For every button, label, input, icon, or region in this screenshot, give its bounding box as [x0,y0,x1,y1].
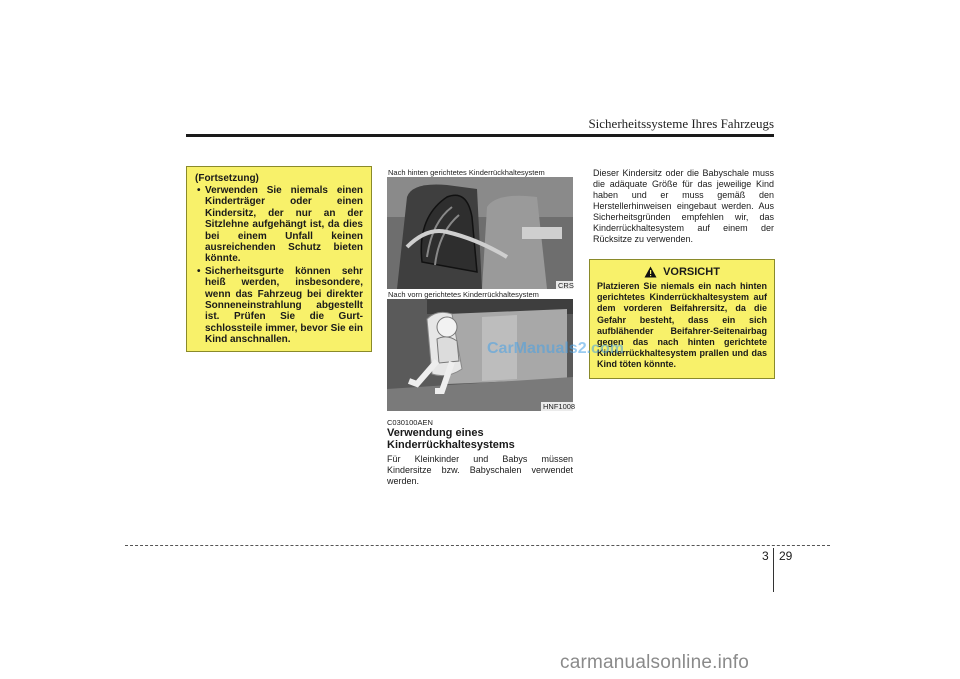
section-body-text: Für Kleinkinder und Babys müssen Kindersitze bzw. Babyschalen verwendet werden. [387,454,573,486]
warning-triangle-icon [644,266,657,278]
bullet-item: • Verwenden Sie niemals einen Kinderträger oder einen Kindersitz, der nur an der Sitzlehne aufgehängt ist, da dies bei einem Unfall keinen ausreichenden Schutz bieten könnte. [195,185,363,265]
page-number: 29 [779,549,793,563]
bullet-item: • Sicherheitsgurte können sehr heiß werden, insbesondere, wenn das Fahrzeug bei direkter Sonneneinstrahlung abgestellt ist. Prüfen Sie die Gurt- schlossteile immer, bevor Sie ein Kind anschnallen. [195,266,363,346]
rear-facing-seat-illustration [387,177,573,289]
watermark-overlay: CarManuals2.com [487,340,624,357]
rear-facing-figure-code: CRS [558,281,574,290]
warning-title: VORSICHT [663,266,720,278]
child-seat-size-paragraph: Dieser Kindersitz oder die Babyschale muss die adäquate Größe für das jeweilige Kind haben und er muss gemäß den Herstellerhinweisen eingebaut werden. Aus Sicherheitsgründen empfehlen wir, das Kinderrückhaltesystem auf einem der Rücksitze zu verwenden. [593,168,774,244]
page-number-separator [773,548,774,592]
continued-caution-box [186,166,372,352]
forward-facing-caption: Nach vorn gerichtetes Kinderrückhaltesystem [388,290,539,299]
warning-box [589,259,775,379]
forward-facing-figure-code: HNF1008 [543,402,576,411]
chapter-number: 3 [762,549,769,563]
continued-heading: (Fortsetzung) [195,173,259,184]
warning-text: Platzieren Sie niemals ein nach hinten gerichtetes Kinderrückhaltesystem auf dem vorderen Beifahrersitz, da die Gefahr besteht, dass ein sich aufblähender Beifahrer-Seitenairbag gegen das nach hinten gerichtete Kinderrückhaltesystem prallen und das Kind töten könnte. [597,281,767,370]
rear-facing-caption: Nach hinten gerichtetes Kinderrückhaltesystem [388,168,545,177]
document-code: C030100AEN [387,418,433,427]
section-title: Sicherheitssysteme Ihres Fahrzeugs [588,116,774,131]
warning-title-row [597,266,767,278]
footer-rule [125,545,830,546]
section-heading: Verwendung eines Kinderrückhaltesystems [387,427,515,451]
caution-bullet-list [195,185,363,346]
header-rule [186,134,774,137]
watermark-bottom: carmanualsonline.info [560,652,750,673]
